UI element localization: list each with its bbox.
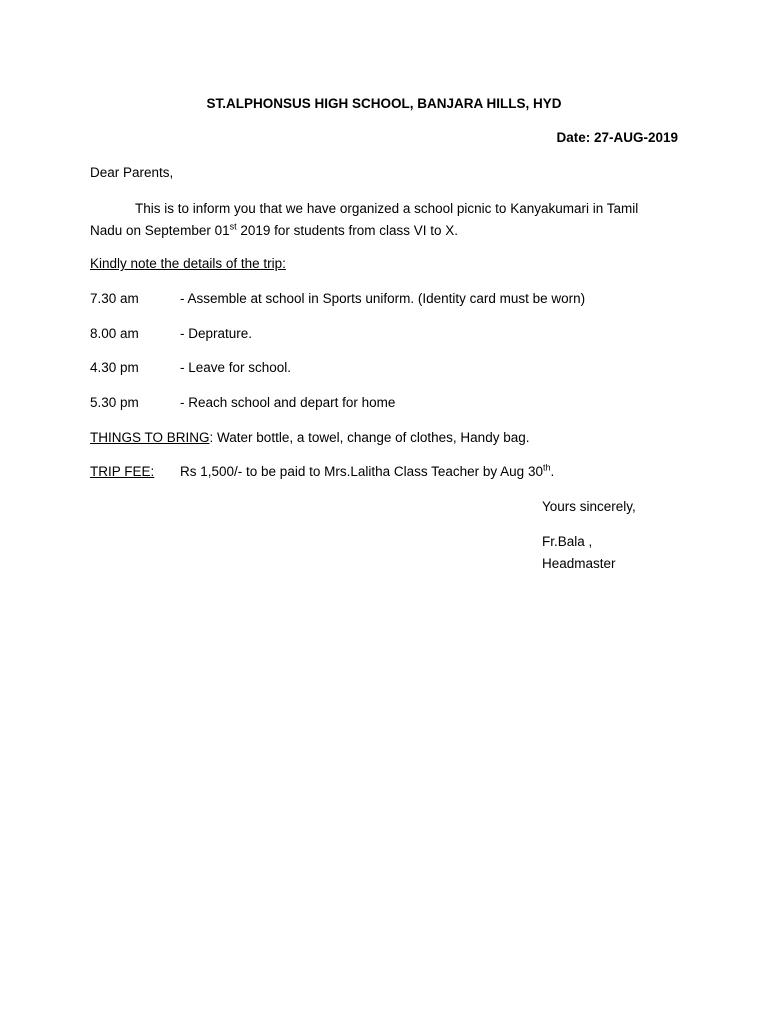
trip-fee-details xyxy=(180,463,554,481)
intro-paragraph xyxy=(90,198,670,242)
things-to-bring-label: THINGS TO BRING xyxy=(90,430,210,445)
intro-text-part2: 2019 for students from class VI to X. xyxy=(236,223,458,238)
signer-title: Headmaster xyxy=(542,556,616,571)
salutation: Dear Parents, xyxy=(90,165,174,180)
schedule-description: - Reach school and depart for home xyxy=(180,395,396,411)
intro-text-part1: This is to inform you that we have organized a school picnic to Kanyakumari in Tamil Nadu on September 01 xyxy=(90,201,639,238)
things-to-bring-colon: : xyxy=(209,430,214,445)
schedule-row xyxy=(90,394,690,429)
trip-fee xyxy=(90,463,554,481)
trip-details-heading: Kindly note the details of the trip: xyxy=(90,256,286,271)
intro-superscript: st xyxy=(229,221,237,232)
closing-line: Yours sincerely, xyxy=(542,499,636,514)
trip-fee-end: . xyxy=(550,464,555,479)
trip-fee-superscript: th xyxy=(542,462,551,473)
schedule-row xyxy=(90,290,690,325)
schedule-time: 8.00 am xyxy=(90,325,139,341)
schedule-row xyxy=(90,325,690,360)
letter-date: Date: 27-AUG-2019 xyxy=(556,130,678,145)
schedule-description: - Deprature. xyxy=(180,325,253,341)
schedule-time: 5.30 pm xyxy=(90,395,139,411)
things-to-bring xyxy=(90,429,529,447)
school-name-heading: ST.ALPHONSUS HIGH SCHOOL, BANJARA HILLS, HYD xyxy=(206,96,562,111)
schedule-time: 7.30 am xyxy=(90,291,139,306)
trip-fee-text: Rs 1,500/- to be paid to Mrs.Lalitha Class Teacher by Aug 30 xyxy=(180,464,543,479)
things-to-bring-text: Water bottle, a towel, change of clothes, Handy bag. xyxy=(213,430,530,445)
trip-fee-label: TRIP FEE: xyxy=(90,464,155,479)
schedule-description: - Assemble at school in Sports uniform. (Identity card must be worn) xyxy=(180,291,586,306)
schedule-row xyxy=(90,359,690,394)
signer-name: Fr.Bala , xyxy=(542,534,593,549)
schedule-time: 4.30 pm xyxy=(90,360,139,376)
trip-schedule xyxy=(90,290,690,429)
schedule-description: - Leave for school. xyxy=(180,360,292,376)
